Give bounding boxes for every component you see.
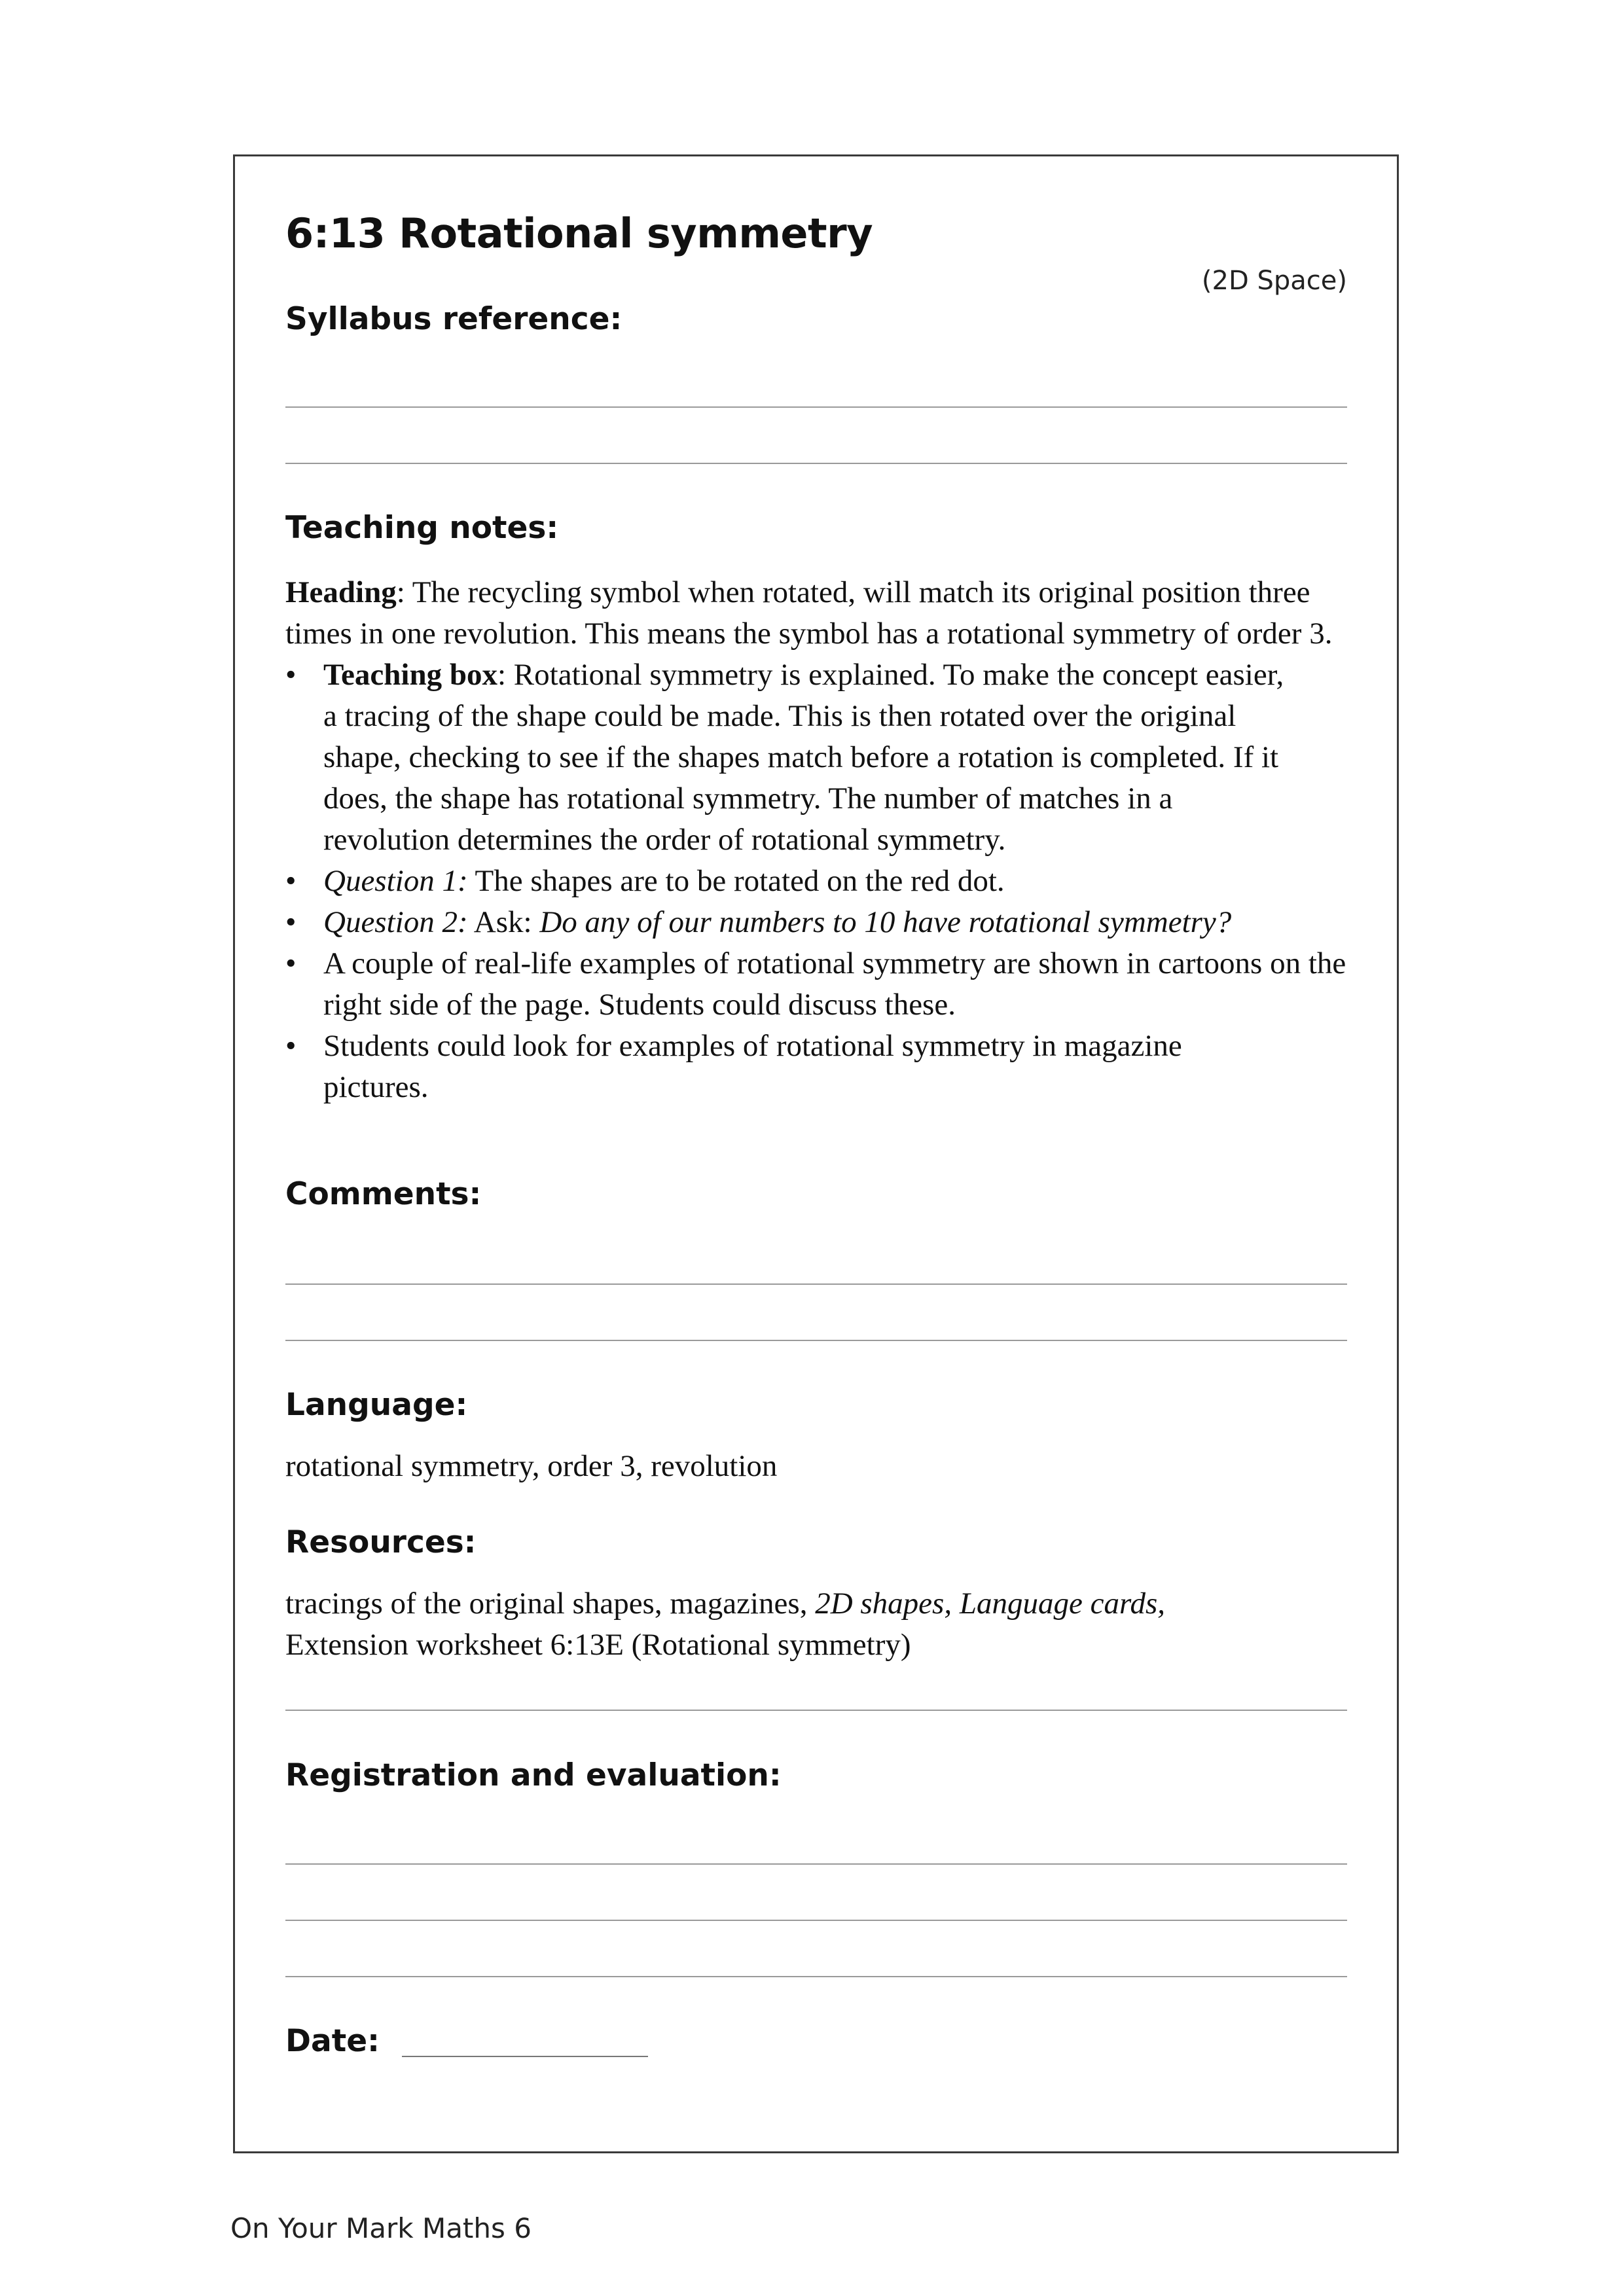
list-item [285, 902, 1347, 943]
resources-part-3: Extension worksheet 6:13E (Rotational symmetry) [285, 1628, 911, 1662]
resources-part-1: tracings of the original shapes, magazines, [285, 1587, 816, 1621]
question-2-label: Question 2: [323, 905, 468, 939]
registration-line-1 [285, 1863, 1347, 1865]
resources-line [285, 1710, 1347, 1711]
registration-heading: Registration and evaluation: [285, 1757, 782, 1793]
resources-part-2: 2D shapes, Language cards, [815, 1587, 1166, 1621]
comments-line-2 [285, 1340, 1347, 1341]
list-item [285, 943, 1347, 1026]
question-1-text: The shapes are to be rotated on the red dot. [467, 864, 1005, 898]
registration-line-3 [285, 1976, 1347, 1977]
list-item [285, 861, 1347, 902]
heading-note [285, 572, 1347, 655]
teaching-notes-body [285, 572, 1347, 1108]
page-frame [233, 154, 1399, 2153]
list-item [285, 655, 1347, 861]
magazine-note: Students could look for examples of rotational symmetry in magazine pictures. [323, 1029, 1182, 1104]
question-1-label: Question 1: [323, 864, 468, 898]
category-label: (2D Space) [1201, 266, 1347, 296]
cartoon-note: A couple of real-life examples of rotational symmetry are shown in cartoons on the right side of the page. Students could discuss these. [323, 946, 1346, 1022]
syllabus-heading: Syllabus reference: [285, 301, 623, 337]
syllabus-line-2 [285, 463, 1347, 464]
question-2-ask: Ask: [467, 905, 540, 939]
language-heading: Language: [285, 1387, 468, 1423]
resources-text [285, 1583, 1347, 1666]
comments-heading: Comments: [285, 1176, 482, 1212]
syllabus-line-1 [285, 406, 1347, 408]
question-2-text: Do any of our numbers to 10 have rotational symmetry? [539, 905, 1232, 939]
page-title: 6:13 Rotational symmetry [285, 209, 873, 257]
date-heading: Date: [285, 2023, 380, 2059]
teaching-box-label: Teaching box [323, 658, 497, 692]
teaching-box-text: : Rotational symmetry is explained. To make the concept easier, a tracing of the shape could be made. This is then rotated over the original shape, checking to see if the shapes match before a rotation is completed. If it does, the shape has rotational symmetry. The number of matches in a revolution determines the order of rotational symmetry. [323, 658, 1284, 857]
resources-heading: Resources: [285, 1524, 477, 1560]
teaching-notes-list [285, 655, 1347, 1108]
heading-note-label: Heading [285, 575, 397, 609]
language-text: rotational symmetry, order 3, revolution [285, 1449, 778, 1483]
heading-note-text: : The recycling symbol when rotated, will match its original position three times in one revolution. This means the symbol has a rotational symmetry of order 3. [285, 575, 1333, 651]
list-item [285, 1026, 1347, 1108]
date-line [402, 2056, 648, 2057]
teaching-notes-heading: Teaching notes: [285, 510, 559, 546]
footer-text: On Your Mark Maths 6 [230, 2212, 532, 2244]
registration-line-2 [285, 1920, 1347, 1921]
comments-line-1 [285, 1283, 1347, 1285]
